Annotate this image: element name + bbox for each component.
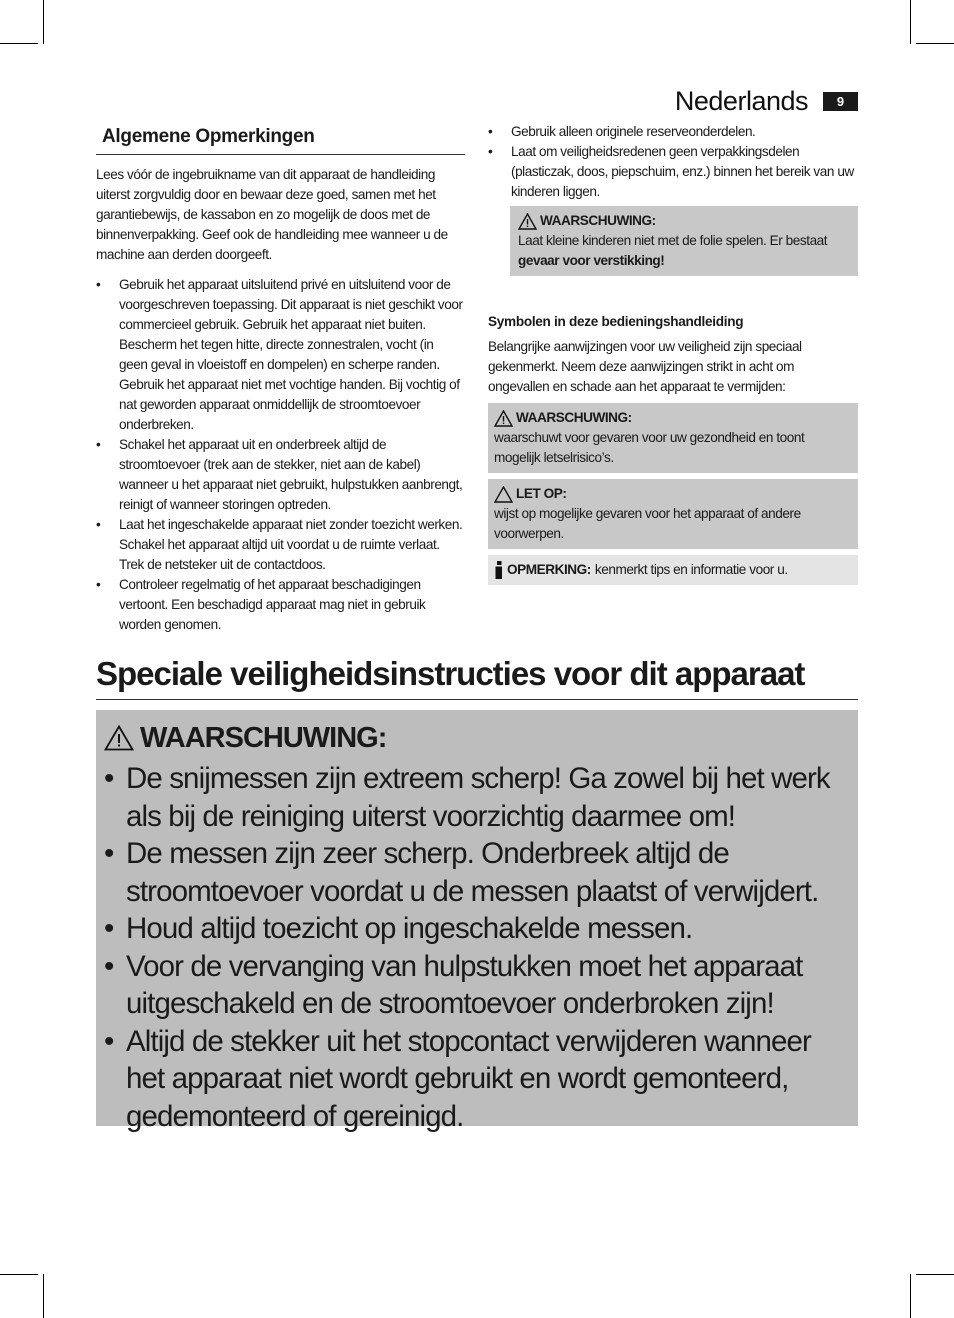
symbol-warning-box bbox=[488, 403, 858, 473]
symbol-note-label: OPMERKING: bbox=[507, 562, 591, 577]
language-title: Nederlands bbox=[674, 86, 808, 116]
warning-triangle-icon bbox=[518, 213, 537, 230]
special-warning-list bbox=[104, 760, 850, 1135]
warning-label: WAARSCHUWING: bbox=[540, 213, 656, 228]
crop-mark bbox=[43, 1274, 44, 1318]
symbol-caution-text: wijst op mogelijke gevaren voor het apparaat of andere voorwerpen. bbox=[494, 506, 801, 541]
symbol-caution-label: LET OP: bbox=[516, 486, 567, 501]
symbol-caution-box bbox=[488, 479, 858, 549]
special-warning-box bbox=[96, 710, 858, 1133]
intro-paragraph: Lees vóór de ingebruikname van dit apparaat de handleiding uiterst zorgvuldig door en bewaar deze goed, samen met het garantiebewijs, de kassabon en zo mogelijk de doos met de binnenverpakking. Geef ook de handleiding mee wanneer u de machine aan derden doorgeeft. bbox=[96, 167, 448, 262]
list-item: • Altijd de stekker uit het stopcontact verwijderen wanneer het apparaat niet wordt gebruikt en wordt gemonteerd, gedemonteerd of gereinigd. bbox=[104, 1024, 811, 1133]
symbols-intro: Belangrijke aanwijzingen voor uw veiligheid zijn speciaal gekenmerkt. Neem deze aanwijzingen strikt in acht om ongevallen en schade aan het apparaat te vermijden: bbox=[488, 339, 802, 394]
list-item: • Houd altijd toezicht op ingeschakelde messen. bbox=[104, 912, 693, 945]
caution-triangle-icon bbox=[494, 486, 513, 503]
crop-mark bbox=[0, 43, 38, 44]
list-item: • Laat om veiligheidsredenen geen verpakkingsdelen (plasticzak, doos, piepschuim, enz.) binnen het bereik van uw kinderen liggen. bbox=[488, 144, 854, 199]
crop-mark bbox=[916, 43, 954, 44]
list-item: • Gebruik het apparaat uitsluitend privé en uitsluitend voor de voorgeschreven toepassing. Dit apparaat is niet geschikt voor commercieel gebruik. Gebruik het apparaat niet buiten. Bescherm het tegen hitte, directe zonnestralen, vocht (in geen geval in vloeistoff en dompelen) en scherpe randen. Gebruik het apparaat niet met vochtige handen. Bij vochtig of nat geworden apparaat onmiddellijk de stroomtoevoer onderbreken. bbox=[96, 277, 463, 432]
list-item: • De snijmessen zijn extreem scherp! Ga zowel bij het werk als bij de reiniging uiterst voorzichtig daarmee om! bbox=[104, 762, 830, 833]
crop-mark bbox=[0, 1274, 38, 1275]
left-column bbox=[96, 122, 465, 635]
crop-mark bbox=[910, 1274, 911, 1318]
crop-mark bbox=[916, 1274, 954, 1275]
crop-mark bbox=[43, 0, 44, 44]
list-item: • Voor de vervanging van hulpstukken moet het apparaat uitgeschakeld en de stroomtoevoer onderbroken zijn! bbox=[104, 949, 803, 1020]
warning-text-bold: gevaar voor verstikking! bbox=[518, 253, 665, 268]
info-icon bbox=[494, 561, 504, 579]
list-item: • Laat het ingeschakelde apparaat niet zonder toezicht werken. Schakel het apparaat altijd uit voordat u de ruimte verlaat. Trek de netsteker uit de contactdoos. bbox=[96, 517, 463, 572]
symbol-note-box bbox=[488, 555, 858, 585]
warning-box-heading bbox=[518, 211, 852, 231]
special-warning-heading bbox=[104, 716, 850, 760]
crop-mark bbox=[910, 0, 911, 44]
general-bullets-continued bbox=[488, 122, 858, 202]
warning-box bbox=[510, 206, 858, 276]
symbols-title: Symbolen in deze bedieningshandleiding bbox=[488, 314, 744, 329]
section-title: Algemene Opmerkingen bbox=[96, 122, 465, 155]
warning-triangle-icon bbox=[494, 410, 513, 427]
symbol-warning-text: waarschuwt voor gevaren voor uw gezondheid en toont mogelijk letselrisico’s. bbox=[494, 430, 805, 465]
special-warning-label: WAARSCHUWING: bbox=[140, 721, 387, 754]
list-item: • De messen zijn zeer scherp. Onderbreek altijd de stroomtoevoer voordat u de messen plaatst of verwijdert. bbox=[104, 837, 819, 908]
page-header bbox=[675, 86, 858, 117]
page-number: 9 bbox=[823, 92, 858, 111]
list-item: • Schakel het apparaat uit en onderbreek altijd de stroomtoevoer (trek aan de stekker, niet aan de kabel) wanneer u het apparaat niet gebruikt, hulpstukken aanbrengt, reinigt of wanneer storingen optreden. bbox=[96, 437, 463, 512]
list-item: • Gebruik alleen originele reserveonderdelen. bbox=[488, 124, 756, 139]
right-column bbox=[488, 122, 858, 585]
general-bullets bbox=[96, 275, 465, 635]
special-safety-title: Speciale veiligheidsinstructies voor dit apparaat bbox=[96, 655, 858, 700]
symbol-note-text: kenmerkt tips en informatie voor u. bbox=[594, 562, 788, 577]
list-item: • Controleer regelmatig of het apparaat beschadigingen vertoont. Een beschadigd apparaat mag niet in gebruik worden genomen. bbox=[96, 577, 426, 632]
warning-text: Laat kleine kinderen niet met de folie spelen. Er bestaat gevaar voor verstikking! bbox=[518, 233, 828, 268]
warning-triangle-icon bbox=[104, 725, 134, 751]
symbol-warning-label: WAARSCHUWING: bbox=[516, 410, 632, 425]
